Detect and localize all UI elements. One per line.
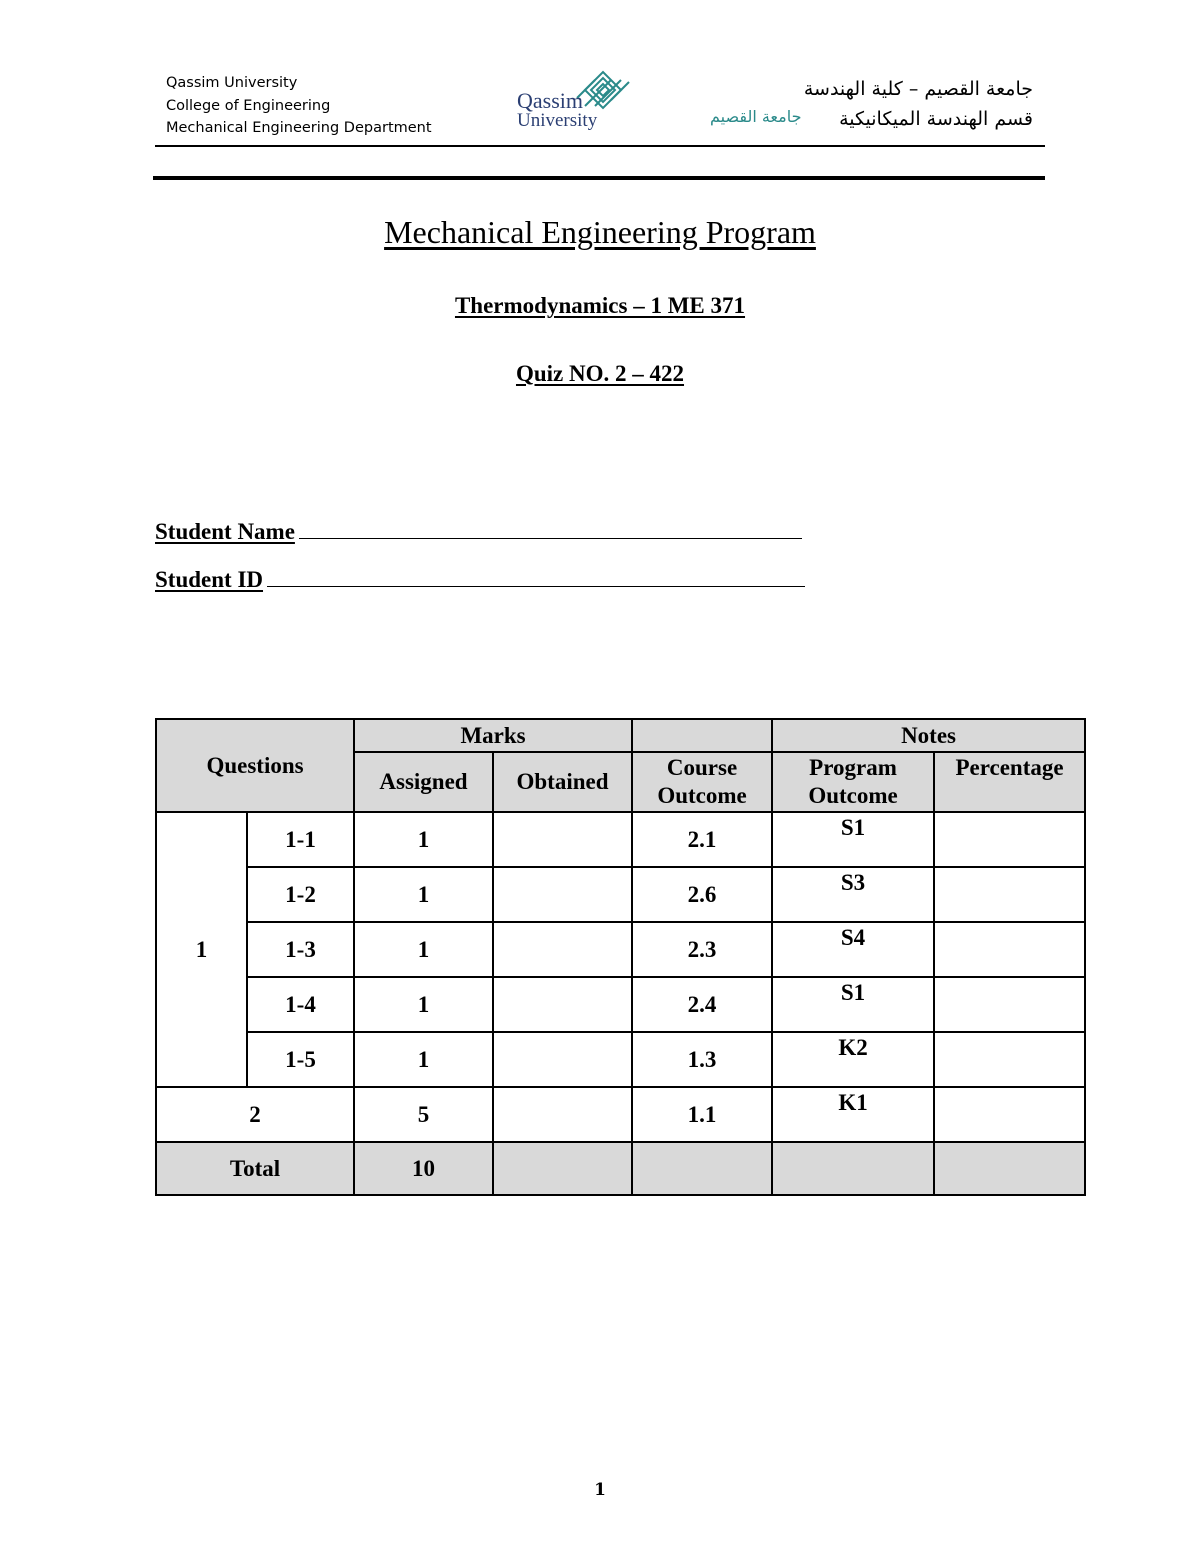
subquestion-cell: 1-3	[247, 922, 354, 977]
arabic-university-college: جامعة القصيم – كلية الهندسة	[803, 78, 1033, 100]
header-arabic-info	[804, 74, 1033, 134]
header-notes: Notes	[772, 719, 1085, 752]
total-course-outcome	[632, 1142, 772, 1195]
table-row	[156, 812, 1085, 867]
header-obtained: Obtained	[493, 752, 632, 812]
obtained-cell[interactable]	[493, 1032, 632, 1087]
student-name-field[interactable]	[155, 519, 802, 545]
header-course-outcome: Course Outcome	[632, 752, 772, 812]
subquestion-cell: 1-1	[247, 812, 354, 867]
student-id-field[interactable]	[155, 567, 805, 593]
student-id-line[interactable]	[267, 585, 805, 587]
header-university-info	[166, 72, 432, 140]
obtained-cell[interactable]	[493, 867, 632, 922]
assigned-cell: 1	[354, 1032, 493, 1087]
header-marks: Marks	[354, 719, 632, 752]
program-outcome-cell: K2	[772, 1032, 934, 1087]
assigned-cell: 1	[354, 867, 493, 922]
program-outcome-cell: K1	[772, 1087, 934, 1142]
logo-text-qassim: Qassim	[517, 88, 583, 113]
table-row	[156, 867, 1085, 922]
header-assigned: Assigned	[354, 752, 493, 812]
program-outcome-cell: S4	[772, 922, 934, 977]
total-assigned: 10	[354, 1142, 493, 1195]
logo-text-arabic: جامعة القصيم	[710, 107, 802, 126]
obtained-cell[interactable]	[493, 922, 632, 977]
course-outcome-cell: 2.4	[632, 977, 772, 1032]
page-number: 1	[594, 1480, 606, 1500]
assigned-cell: 1	[354, 977, 493, 1032]
subquestion-cell: 1-2	[247, 867, 354, 922]
header-questions: Questions	[156, 719, 354, 812]
course-outcome-cell: 2.3	[632, 922, 772, 977]
header-program-outcome: Program Outcome	[772, 752, 934, 812]
course-outcome-cell: 2.1	[632, 812, 772, 867]
marks-table	[155, 718, 1086, 1196]
total-obtained[interactable]	[493, 1142, 632, 1195]
student-id-label: Student ID	[155, 567, 264, 592]
obtained-cell[interactable]	[493, 977, 632, 1032]
table-row	[156, 1087, 1085, 1142]
header-divider-thick	[153, 176, 1045, 180]
percentage-cell[interactable]	[934, 977, 1085, 1032]
student-name-line[interactable]	[299, 537, 802, 539]
header-divider-thin	[155, 145, 1045, 147]
header-percentage: Percentage	[934, 752, 1085, 812]
percentage-cell[interactable]	[934, 867, 1085, 922]
percentage-cell[interactable]	[934, 1087, 1085, 1142]
qassim-university-logo	[515, 70, 802, 132]
program-title: Mechanical Engineering Program	[384, 214, 816, 250]
college-name: College of Engineering	[166, 97, 331, 114]
total-label: Total	[156, 1142, 354, 1195]
table-row	[156, 977, 1085, 1032]
arabic-department: قسم الهندسة الميكانيكية	[839, 108, 1033, 130]
question-2-cell: 2	[156, 1087, 354, 1142]
question-group-1: 1	[156, 812, 247, 1087]
student-name-label: Student Name	[155, 519, 295, 544]
program-outcome-cell: S3	[772, 867, 934, 922]
percentage-cell[interactable]	[934, 812, 1085, 867]
total-percentage	[934, 1142, 1085, 1195]
assigned-cell: 1	[354, 812, 493, 867]
percentage-cell[interactable]	[934, 922, 1085, 977]
assigned-cell: 1	[354, 922, 493, 977]
percentage-cell[interactable]	[934, 1032, 1085, 1087]
header-blank	[632, 719, 772, 752]
course-outcome-cell: 2.6	[632, 867, 772, 922]
program-outcome-cell: S1	[772, 812, 934, 867]
program-outcome-cell: S1	[772, 977, 934, 1032]
logo-text-university: University	[517, 110, 598, 131]
university-name: Qassim University	[166, 75, 298, 91]
obtained-cell[interactable]	[493, 1087, 632, 1142]
assigned-cell: 5	[354, 1087, 493, 1142]
total-row	[156, 1142, 1085, 1195]
obtained-cell[interactable]	[493, 812, 632, 867]
subquestion-cell: 1-4	[247, 977, 354, 1032]
department-name: Mechanical Engineering Department	[166, 120, 432, 136]
course-title: Thermodynamics – 1 ME 371	[454, 293, 746, 318]
total-program-outcome	[772, 1142, 934, 1195]
quiz-title: Quiz NO. 2 – 422	[515, 361, 685, 386]
course-outcome-cell: 1.3	[632, 1032, 772, 1087]
subquestion-cell: 1-5	[247, 1032, 354, 1087]
course-outcome-cell: 1.1	[632, 1087, 772, 1142]
table-row	[156, 922, 1085, 977]
table-row	[156, 1032, 1085, 1087]
